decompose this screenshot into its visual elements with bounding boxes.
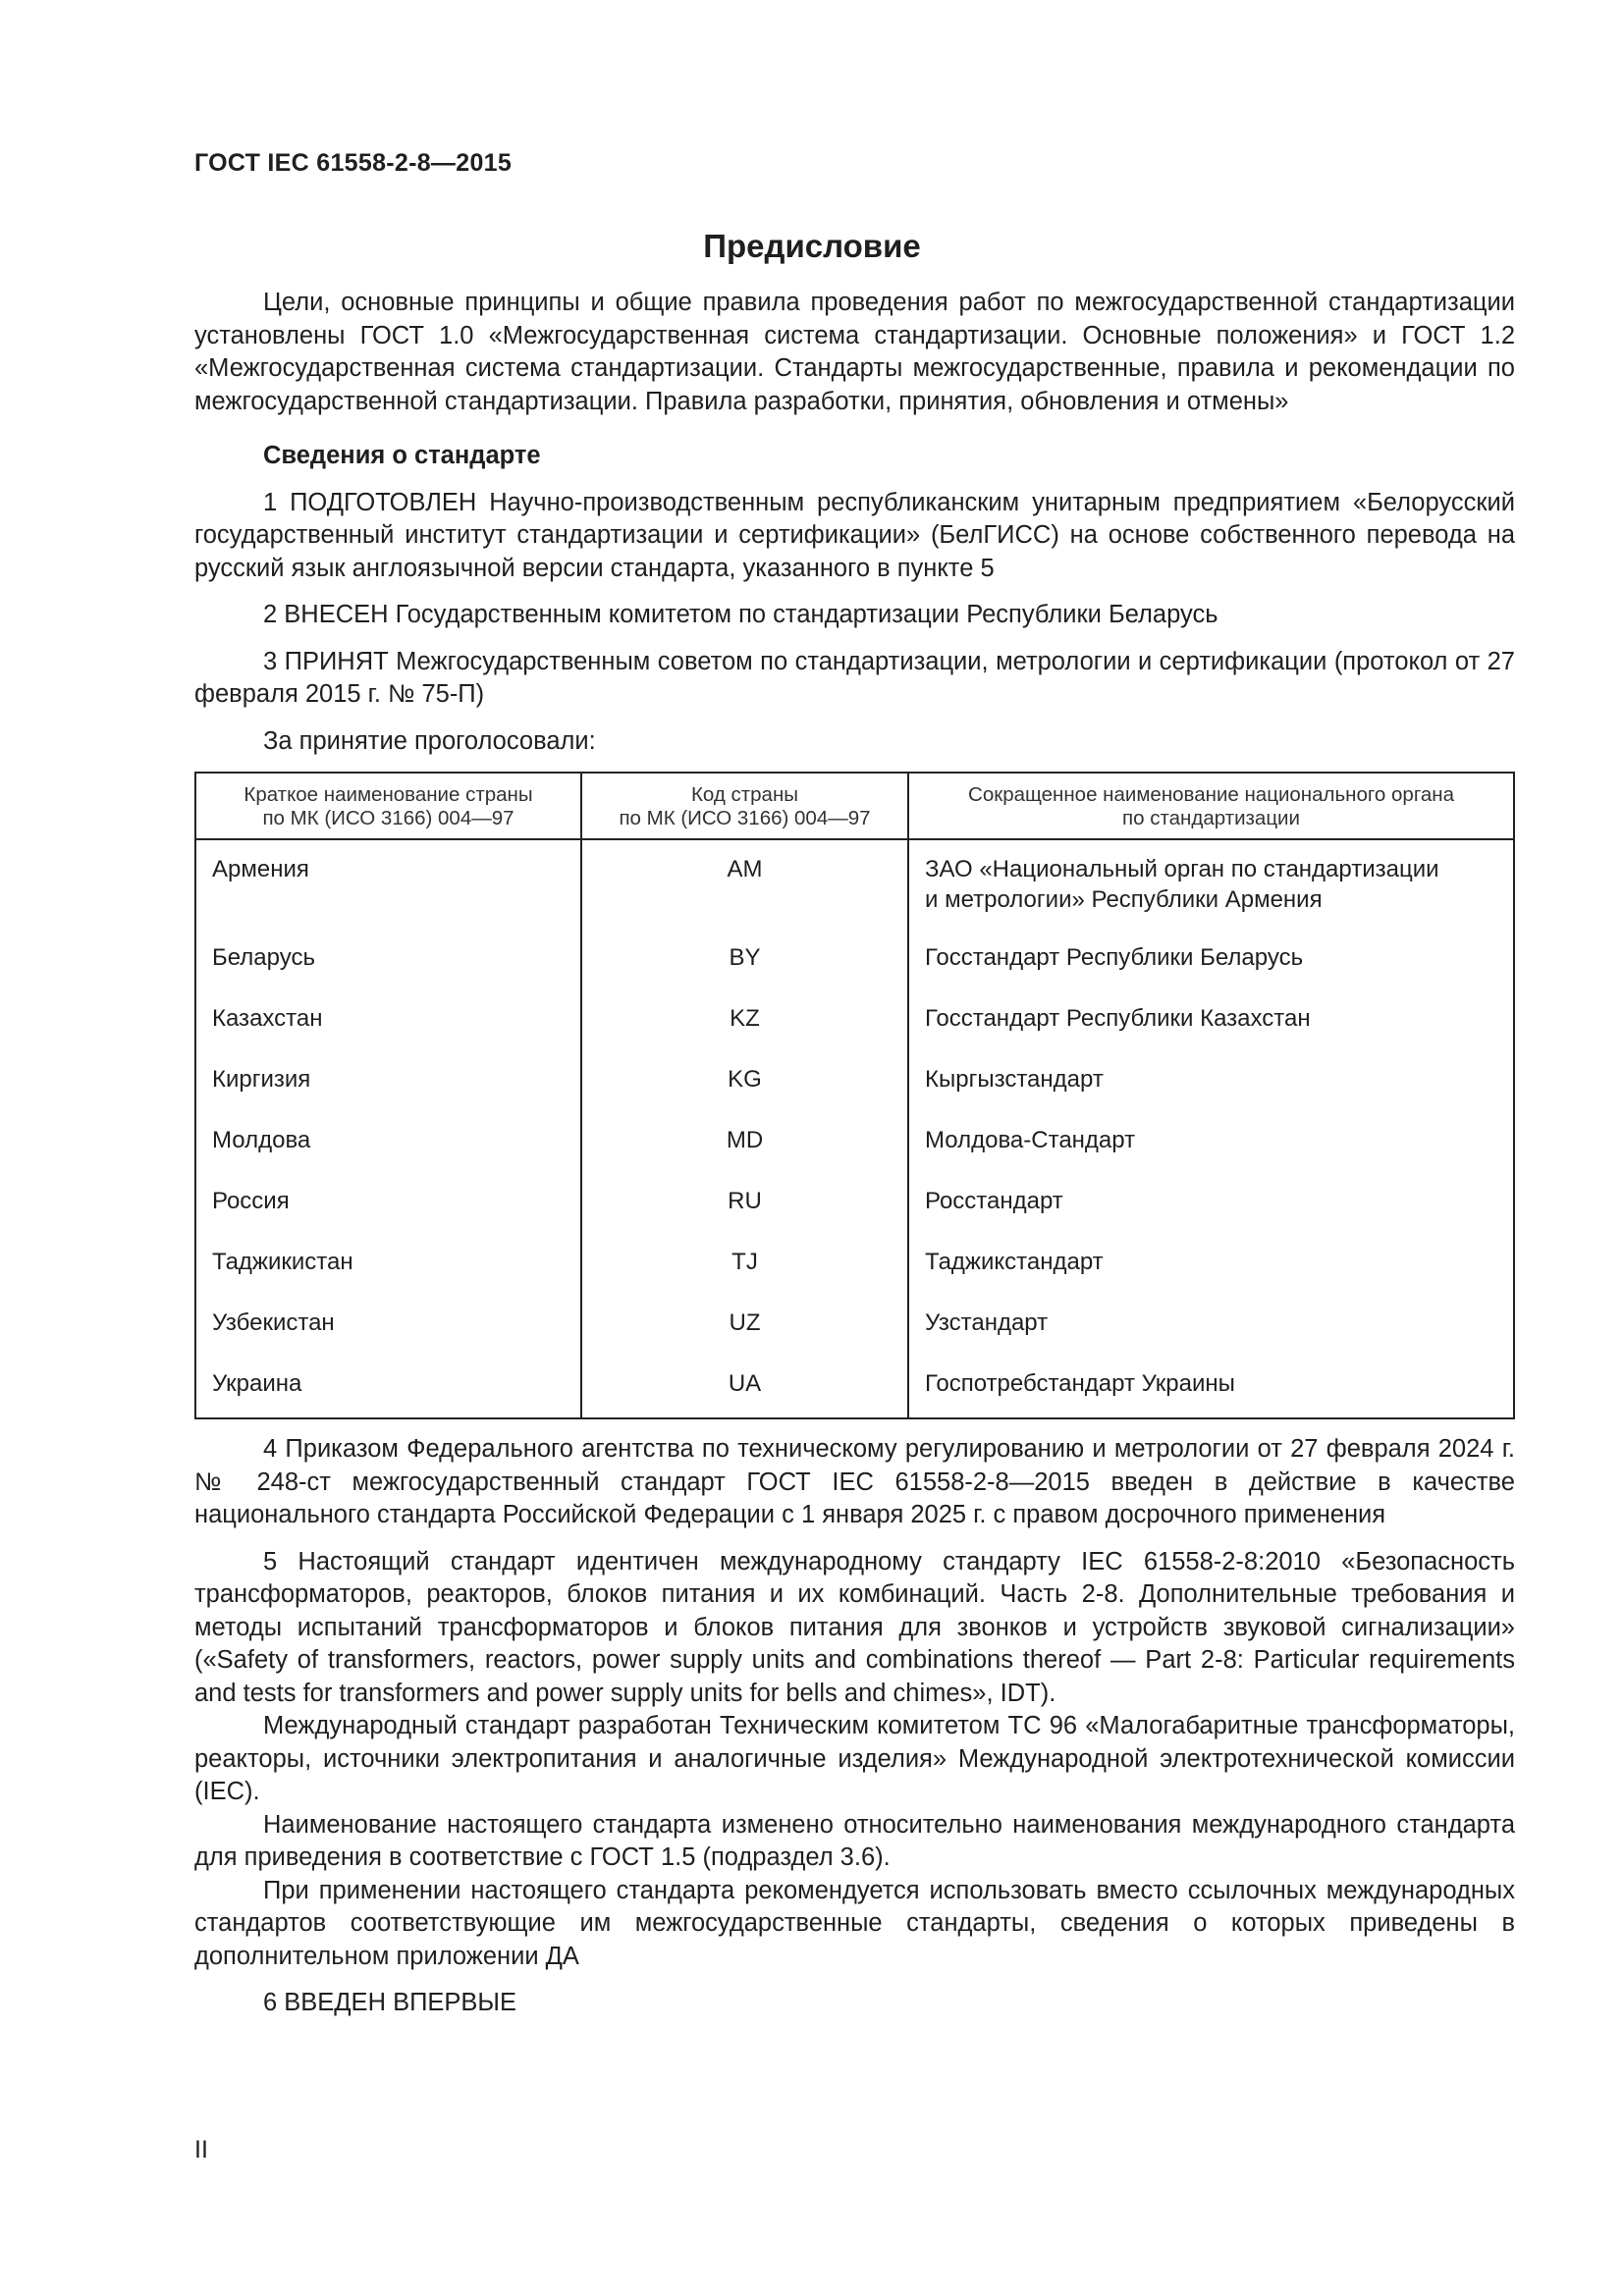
page-title: Предисловие (703, 228, 921, 264)
table-row (195, 839, 1514, 931)
country-cell: Россия (212, 1188, 290, 1214)
body-cell: Кыргызстандарт (908, 1052, 1514, 1113)
code-cell: BY (581, 931, 908, 991)
paragraph-2: 2 ВНЕСЕН Государственным комитетом по стандартизации Республики Беларусь (263, 601, 1218, 628)
code-cell: UA (581, 1357, 908, 1418)
body-cell: Таджикстандарт (908, 1235, 1514, 1296)
code-cell: MD (581, 1113, 908, 1174)
country-cell: Молдова (212, 1127, 311, 1153)
paragraph-5-tc: Международный стандарт разработан Техническим комитетом ТС 96 «Малогабаритные трансформаторы, реакторы, источники электропитания и аналогичные изделия» Международной электротехнической комиссии (IEC). (194, 1712, 1515, 1805)
table-row (195, 1174, 1514, 1235)
country-cell: Беларусь (212, 944, 315, 971)
body-cell: Госпотребстандарт Украины (908, 1357, 1514, 1418)
paragraph-5: 5 Настоящий стандарт идентичен международному стандарту IEC 61558-2-8:2010 «Безопасность трансформаторов, реакторов, блоков питания и их комбинаций. Часть 2-8. Дополнительные требования и методы испытаний трансформаторов и блоков питания для звонков и устройств звуковой сигнализации» («Safety of transformers, reactors, power supply units and combinations thereof — Part 2-8: Particular requirements and tests for transformers and power supply units for bells and chimes», IDT). (194, 1547, 1515, 1707)
body-cell: Узстандарт (908, 1296, 1514, 1357)
table-row (195, 1235, 1514, 1296)
table-header-body: Сокращенное наименование национального органа по стандартизации (908, 773, 1514, 839)
paragraph-1: 1 ПОДГОТОВЛЕН Научно-производственным республиканским унитарным предприятием «Белорусский государственный институт стандартизации и сертификации» (БелГИСС) на основе собственного перевода на русский язык англоязычной версии стандарта, указанного в пункте 5 (194, 488, 1515, 582)
table-row (195, 1052, 1514, 1113)
code-cell: KG (581, 1052, 908, 1113)
intro-paragraph: Цели, основные принципы и общие правила проведения работ по межгосударственной стандартизации установлены ГОСТ 1.0 «Межгосударственная система стандартизации. Основные положения» и ГОСТ 1.2 «Межгосударственная система стандартизации. Стандарты межгосударственные, правила и рекомендации по межгосударственной стандартизации. Правила разработки, принятия, обновления и отмены» (194, 289, 1515, 415)
code-cell: UZ (581, 1296, 908, 1357)
table-header-row (195, 773, 1514, 839)
country-cell: Таджикистан (212, 1249, 353, 1275)
body-cell: Госстандарт Республики Беларусь (908, 931, 1514, 991)
body-cell: Росстандарт (908, 1174, 1514, 1235)
vote-caption: За принятие проголосовали: (263, 726, 596, 755)
body-cell: Госстандарт Республики Казахстан (908, 991, 1514, 1052)
paragraph-5-name: Наименование настоящего стандарта изменено относительно наименования международного стандарта для приведения в соответствие с ГОСТ 1.5 (подраздел 3.6). (194, 1810, 1515, 1871)
table-header-code: Код страны по МК (ИСО 3166) 004—97 (581, 773, 908, 839)
table-row (195, 1296, 1514, 1357)
body-cell: ЗАО «Национальный орган по стандартизации и метрологии» Республики Армения (908, 839, 1514, 931)
page-number: II (194, 2136, 208, 2163)
table-row (195, 931, 1514, 991)
document-body (194, 287, 1515, 2020)
voting-table (194, 772, 1515, 1419)
section-subheading: Сведения о стандарте (263, 442, 541, 469)
table-header-country: Краткое наименование страны по МК (ИСО 3166) 004—97 (195, 773, 581, 839)
paragraph-4: 4 Приказом Федерального агентства по техническому регулированию и метрологии от 27 февраля 2024 г. № 248-ст межгосударственный стандарт ГОСТ IEC 61558-2-8—2015 введен в действие в качестве национального стандарта Российской Федерации с 1 января 2025 г. с правом досрочного применения (194, 1435, 1515, 1528)
country-cell: Узбекистан (212, 1309, 335, 1336)
country-cell: Казахстан (212, 1005, 323, 1032)
country-cell: Армения (212, 856, 309, 882)
paragraph-6: 6 ВВЕДЕН ВПЕРВЫЕ (263, 1989, 517, 2016)
body-cell: Молдова-Стандарт (908, 1113, 1514, 1174)
table-row (195, 1357, 1514, 1418)
country-cell: Киргизия (212, 1066, 311, 1093)
table-row (195, 1113, 1514, 1174)
code-cell: KZ (581, 991, 908, 1052)
table-row (195, 991, 1514, 1052)
paragraph-5-refs: При применении настоящего стандарта рекомендуется использовать вместо ссылочных международных стандартов соответствующие им межгосударственные стандарты, сведения о которых приведены в дополнительном приложении ДА (194, 1876, 1515, 1970)
code-cell: RU (581, 1174, 908, 1235)
country-cell: Украина (212, 1370, 302, 1397)
code-cell: TJ (581, 1235, 908, 1296)
code-cell: AM (581, 839, 908, 931)
document-header: ГОСТ IEC 61558-2-8—2015 (194, 149, 513, 177)
paragraph-3: 3 ПРИНЯТ Межгосударственным советом по стандартизации, метрологии и сертификации (протокол от 27 февраля 2015 г. № 75-П) (194, 647, 1515, 708)
